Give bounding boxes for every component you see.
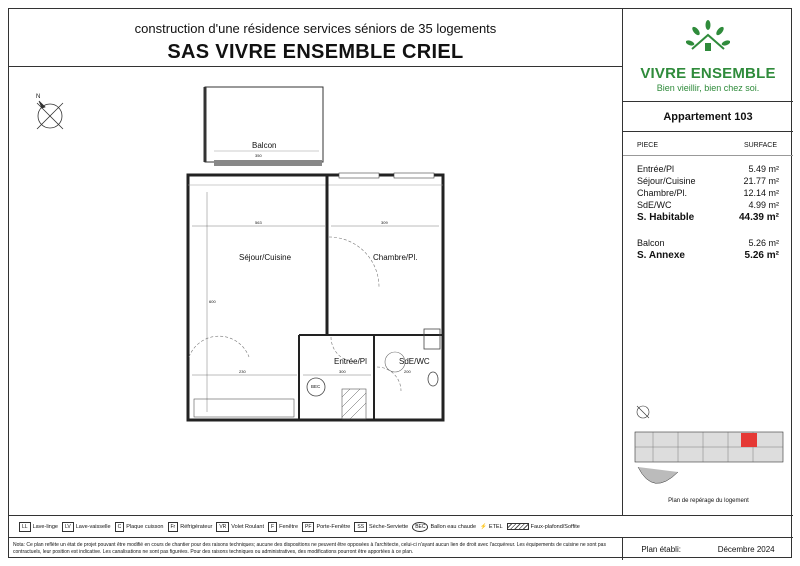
legend-item: LV Lave-vaisselle [62,522,111,532]
plan-date [622,538,793,560]
footer-note: Nota: Ce plan reflète un état de projet pouvant être modifié en cours de chantier pour des raisons techniques; aucune des dispositions ne peuvent être opposées à l'architecte, celui-ci n'ayant aucun lien de droit avec l'acquéreur. Les équipements de cuisine ne sont pas contractuels, leur position est indicative. Les canalisations ne sont pas figurées. Pour des raisons techniques ou administratives, des modifications pourront être apportées à ce plan. [13,542,606,555]
legend-item: C Plaque cuisson [115,522,164,532]
header-subtitle: construction d'une résidence services séniors de 35 logements [134,21,497,36]
dim-balcon: 350 [255,153,262,158]
document-frame [8,8,792,558]
dim-chambre-width: 309 [381,220,388,225]
room-label-sejour: Séjour/Cuisine [239,253,292,262]
plan-date-value: Décembre 2024 [717,544,775,554]
floor-plan [9,67,622,515]
area-table-header [623,132,793,156]
col-surface: SURFACE [743,142,777,149]
floor-plan-drawing [9,67,622,515]
room-label-sde: SdE/WC [399,357,430,366]
etel-icon: ⚡ [480,523,487,530]
house-leaf-icon [686,19,730,61]
north-label: N [36,94,41,100]
dim-entree: 200 [404,369,411,374]
room-label-chambre: Chambre/Pl. [373,253,418,262]
compass-icon [37,101,63,129]
area-row: Chambre/Pl. 12.14 m² [637,188,779,198]
area-row: SdE/WC 4.99 m² [637,200,779,210]
area-table [623,156,793,262]
footer [9,537,793,559]
header [9,9,622,67]
area-total-annex: S. Annexe 5.26 m² [637,250,779,261]
brand-name: VIVRE ENSEMBLE [640,65,776,82]
key-plan [623,397,794,515]
dim-sejour-height: 600 [209,299,216,304]
col-piece: PIECE [637,142,659,149]
dim-sejour-width: 563 [255,220,262,225]
legend-item: BEC Ballon eau chaude [412,522,476,532]
legend-item: PF Porte-Fenêtre [302,522,350,532]
legend [9,515,793,537]
legend-item: F Fenêtre [268,522,298,532]
logo [623,9,793,102]
area-total-habitable: S. Habitable 44.39 m² [637,212,779,223]
key-plan-drawing [623,397,794,497]
area-row: Séjour/Cuisine 21.77 m² [637,176,779,186]
dim-bottom-mid: 300 [339,369,346,374]
brand-tagline: Bien vieillir, bien chez soi. [656,83,760,93]
key-plan-caption: Plan de repérage du logement [668,498,749,504]
legend-item: Faux-plafond/Soffite [507,523,580,530]
bec-label: BEC [311,384,321,389]
info-panel [622,9,793,515]
legend-item: VR Volet Roulant [216,522,264,532]
room-label-entree: Entrée/Pl [334,357,367,366]
header-title: SAS VIVRE ENSEMBLE CRIEL [167,41,464,63]
legend-item: SS Sèche-Serviette [354,522,408,532]
area-row: Entrée/Pl 5.49 m² [637,164,779,174]
room-label-balcon: Balcon [252,141,277,150]
apartment-title: Appartement 103 [623,102,793,132]
dim-bottom-left: 230 [239,369,246,374]
legend-item: Fr Réfrigérateur [168,522,213,532]
area-row: Balcon 5.26 m² [637,238,779,248]
plan-date-label: Plan établi: [641,544,681,554]
legend-item: ⚡ ETEL [480,523,503,530]
hatch-icon [507,523,529,530]
legend-item: LL Lave-linge [19,522,58,532]
